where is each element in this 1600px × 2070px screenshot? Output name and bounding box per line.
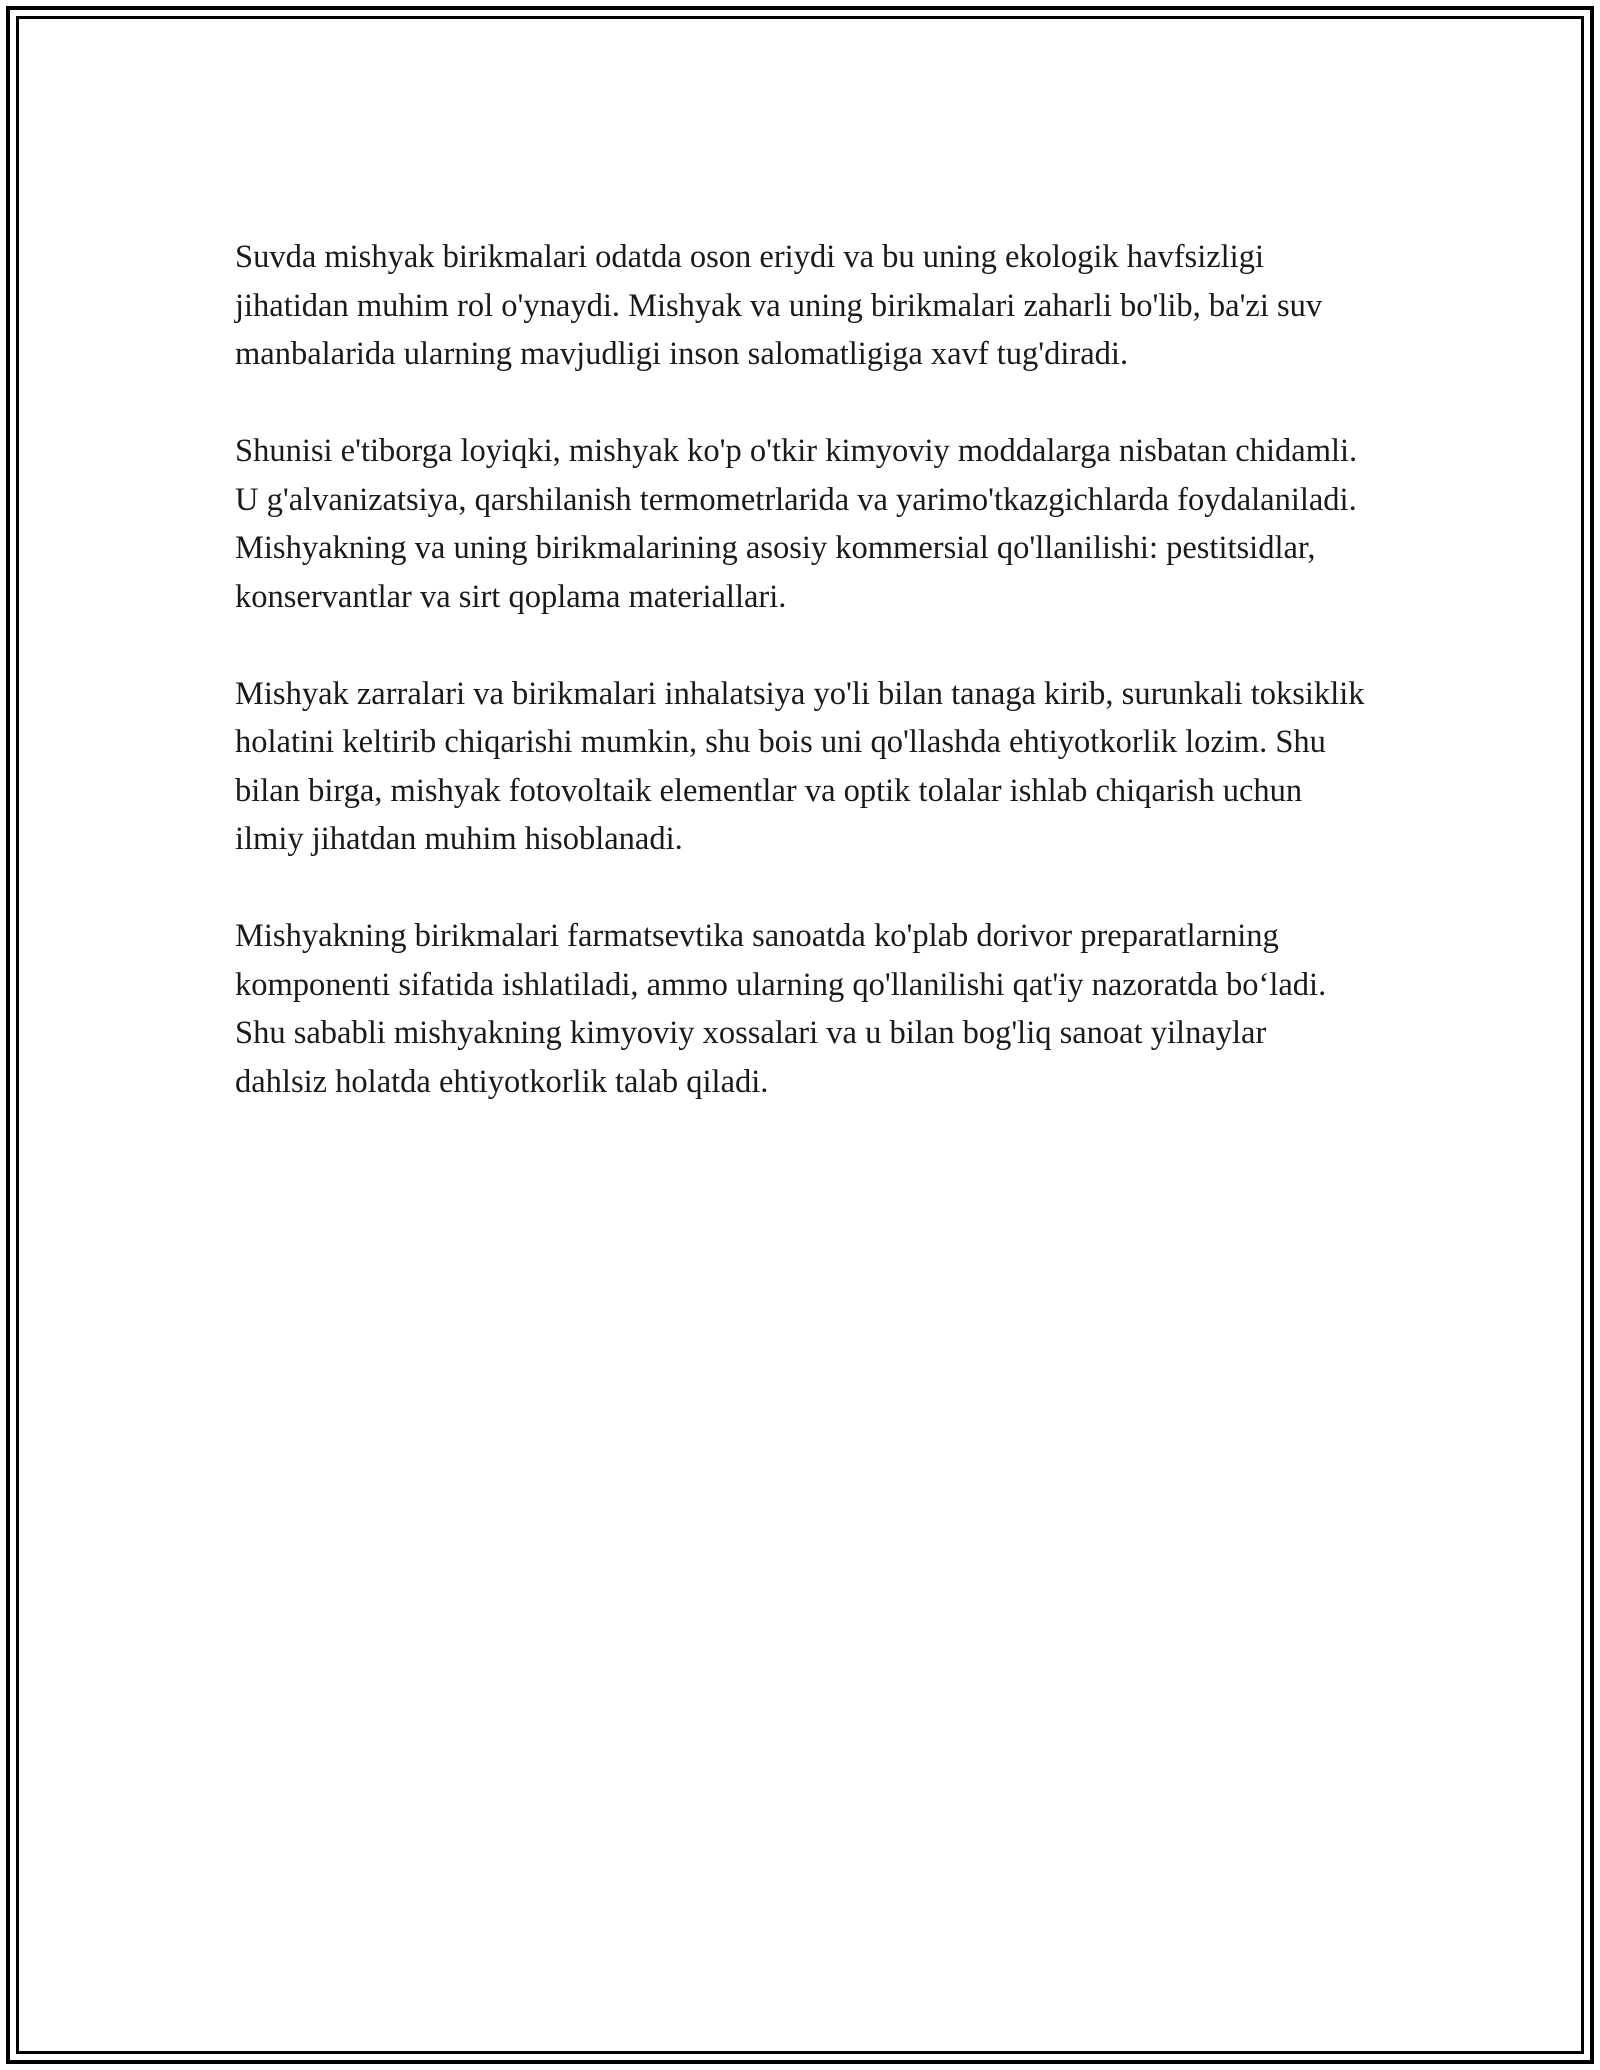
paragraph-3: Mishyak zarralari va birikmalari inhalatsiya yo'li bilan tanaga kirib, surunkali toksiklik holatini keltirib chiqarishi mumkin, shu bois uni qo'llashda ehtiyotkorlik lozim. Shu bilan birga, mishyak fotovoltaik elementlar va optik tolalar ishlab chiqarish uchun ilmiy jihatdan muhim hisoblanadi. <box>235 675 1365 857</box>
paragraph-2: Shunisi e'tiborga loyiqki, mishyak ko'p o'tkir kimyoviy moddalarga nisbatan chidamli. U g'alvanizatsiya, qarshilanish termometrlarida va yarimo'tkazgichlarda foydalaniladi. Mishyakning va uning birikmalarining asosiy kommersial qo'llanilishi: pestitsidlar, konservantlar va sirt qoplama materiallari. <box>235 433 1358 615</box>
paragraph-1: Suvda mishyak birikmalari odatda oson eriydi va bu uning ekologik havfsizligi jihatidan muhim rol o'ynaydi. Mishyak va uning birikmalari zaharli bo'lib, ba'zi suv manbalarida ularning mavjudligi inson salomatligiga xavf tug'diradi. <box>235 239 1323 372</box>
document-body <box>235 233 1365 1106</box>
paragraph-4: Mishyakning birikmalari farmatsevtika sanoatda ko'plab dorivor preparatlarning komponenti sifatida ishlatiladi, ammo ularning qo'llanilishi qat'iy nazoratda bo‘ladi. Shu sababli mishyakning kimyoviy xossalari va u bilan bog'liq sanoat yilnaylar dahlsiz holatda ehtiyotkorlik talab qiladi. <box>235 918 1327 1100</box>
